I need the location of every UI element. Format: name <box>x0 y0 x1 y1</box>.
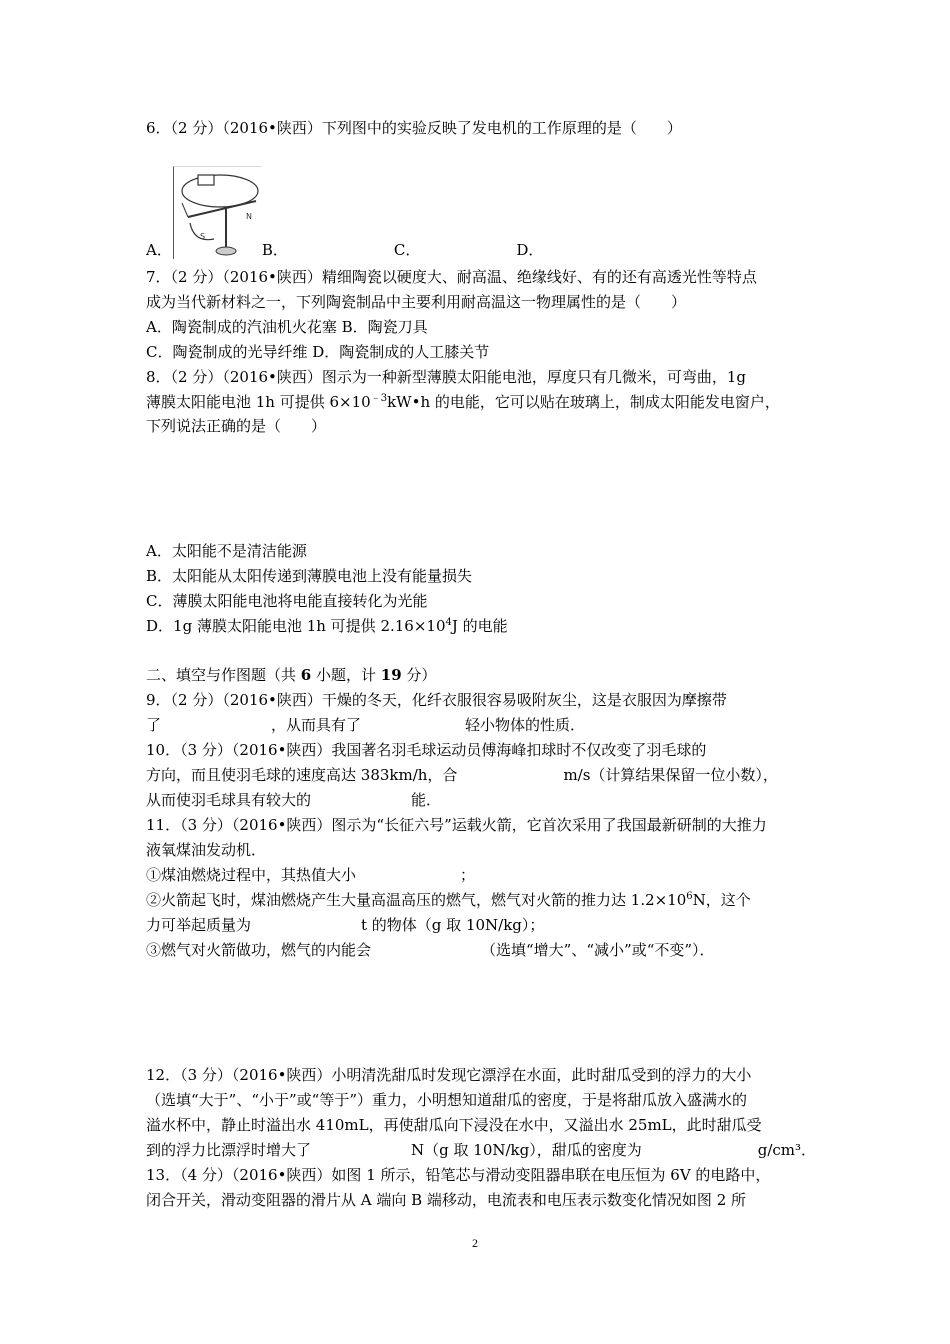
q8-option-b[interactable]: B．太阳能从太阳传递到薄膜电池上没有能量损失 <box>146 567 473 585</box>
q11-item2b-text: 力可举起质量为 <box>146 916 252 934</box>
q8-exponent: ﹣3 <box>370 393 388 404</box>
svg-text:S: S <box>200 232 206 241</box>
q11-item2b <box>146 915 544 935</box>
q9-text-b: ，从而具有了 <box>271 716 362 734</box>
q7-line2: 成为当代新材料之一，下列陶瓷制品中主要利用耐高温这一物理属性的是（ ） <box>146 293 687 311</box>
q11-item1-text: ①煤油燃烧过程中，其热值大小 <box>146 866 357 884</box>
section-2-mid: 小题，计 <box>311 666 381 684</box>
q10-text-d: 能． <box>411 791 442 809</box>
q9-text-c: 轻小物体的性质． <box>465 716 586 734</box>
q12-line3: 溢水杯中，静止时溢出水 410mL，再使甜瓜向下浸没在水中，又溢出水 25mL，此时甜瓜受 <box>146 1116 762 1134</box>
section-2-post: 分） <box>401 666 437 684</box>
q11-line1: 11．（3 分）（2016•陕西）图示为“长征六号”运载火箭，它首次采用了我国最新研制的大推力 <box>146 816 767 834</box>
q11-item2-post: N，这个 <box>692 891 751 909</box>
section-2-heading <box>146 665 436 685</box>
q12-line2: （选填“大于”、“小于”或“等于”）重力，小明想知道甜瓜的密度，于是将甜瓜放入盛满水的 <box>146 1091 748 1109</box>
q12-text-c: g/cm³． <box>757 1141 817 1159</box>
q13-line2: 闭合开关，滑动变阻器的滑片从 A 端向 B 端移动，电流表和电压表示数变化情况如图 2 所 <box>146 1191 747 1209</box>
q8-line2-pre: 薄膜太阳能电池 1h 可提供 6×10 <box>146 393 371 411</box>
q11-item2b-end: t 的物体（g 取 10N/kg）； <box>361 916 545 934</box>
q11-item3 <box>146 940 715 960</box>
q8-line2 <box>146 392 780 415</box>
q9-line1: 9．（2 分）（2016•陕西）干燥的冬天，化纤衣服很容易吸附灰尘，这是衣服因为摩擦带 <box>146 691 727 709</box>
q7-option-cd[interactable]: C．陶瓷制成的光导纤维 D．陶瓷制成的人工膝关节 <box>146 343 490 361</box>
q6-option-d[interactable]: D． <box>516 241 544 259</box>
q8-option-c[interactable]: C．薄膜太阳能电池将电能直接转化为光能 <box>146 592 428 610</box>
q6-option-b[interactable]: B． <box>261 241 288 259</box>
q8-line2-post: kW•h 的电能，它可以贴在玻璃上，制成太阳能发电窗户， <box>387 393 780 411</box>
q12-line1: 12．（3 分）（2016•陕西）小明清洗甜瓜时发现它漂浮在水面，此时甜瓜受到的浮力的大小 <box>146 1066 752 1084</box>
q10-line3 <box>146 790 441 810</box>
q7-line1: 7．（2 分）（2016•陕西）精细陶瓷以硬度大、耐高温、绝缘线好、有的还有高透光性等特点 <box>146 268 757 286</box>
q11-item3-text: ③燃气对火箭做功，燃气的内能会 <box>146 941 372 959</box>
q6-option-a[interactable]: A． <box>146 241 172 259</box>
q11-item2 <box>146 890 751 913</box>
q10-text-a: 方向，而且使羽毛球的速度高达 383km/h，合 <box>146 766 458 784</box>
q11-item2-exponent: 6 <box>686 891 693 902</box>
q8-line1: 8．（2 分）（2016•陕西）图示为一种新型薄膜太阳能电池，厚度只有几微米，可弯曲，1g <box>146 368 747 386</box>
page-number: 2 <box>472 1236 478 1250</box>
q7-option-ab[interactable]: A．陶瓷制成的汽油机火花塞 B．陶瓷刀具 <box>146 318 428 336</box>
q10-line2 <box>146 765 778 785</box>
q6-option-c[interactable]: C． <box>393 241 421 259</box>
svg-text:N: N <box>246 212 252 221</box>
q9-text-a: 了 <box>146 716 162 734</box>
q10-text-c: 从而使羽毛球具有较大的 <box>146 791 312 809</box>
q10-text-b: m/s（计算结果保留一位小数）， <box>563 766 778 784</box>
q11-item1-end: ； <box>460 866 476 884</box>
q11-item3-end: （选填“增大”、“减小”或“不变”）． <box>481 941 715 959</box>
q8-option-d-post: J 的电能 <box>451 617 508 635</box>
q12-text-a: 到的浮力比漂浮时增大了 <box>146 1141 312 1159</box>
q8-line3: 下列说法正确的是（ ） <box>146 417 327 435</box>
q11-item2-pre: ②火箭起飞时，煤油燃烧产生大量高温高压的燃气，燃气对火箭的推力达 1.2×10 <box>146 891 687 909</box>
section-2-count: 6 <box>300 666 312 684</box>
q6-options <box>146 240 543 260</box>
q12-line4 <box>146 1140 816 1160</box>
q11-line2: 液氧煤油发动机． <box>146 841 267 859</box>
q8-option-d-pre: D．1g 薄膜太阳能电池 1h 可提供 2.16×10 <box>146 617 446 635</box>
q8-option-d[interactable] <box>146 616 508 639</box>
q8-option-a[interactable]: A．太阳能不是清洁能源 <box>146 542 307 560</box>
section-2-pre: 二、填空与作图题（共 <box>146 666 301 684</box>
q8-option-d-exponent: 4 <box>445 617 452 628</box>
q6-stem: 6．（2 分）（2016•陕西）下列图中的实验反映了发电机的工作原理的是（ ） <box>146 119 682 137</box>
q13-line1: 13．（4 分）（2016•陕西）如图 1 所示，铅笔芯与滑动变阻器串联在电压恒为 6V 的电路中， <box>146 1166 771 1184</box>
q9-line2 <box>146 715 585 735</box>
q11-item1 <box>146 865 475 885</box>
q10-line1: 10．（3 分）（2016•陕西）我国著名羽毛球运动员傅海峰扣球时不仅改变了羽毛球的 <box>146 741 707 759</box>
q12-text-b: N（g 取 10N/kg），甜瓜的密度为 <box>411 1141 642 1159</box>
section-2-score: 19 <box>380 666 402 684</box>
